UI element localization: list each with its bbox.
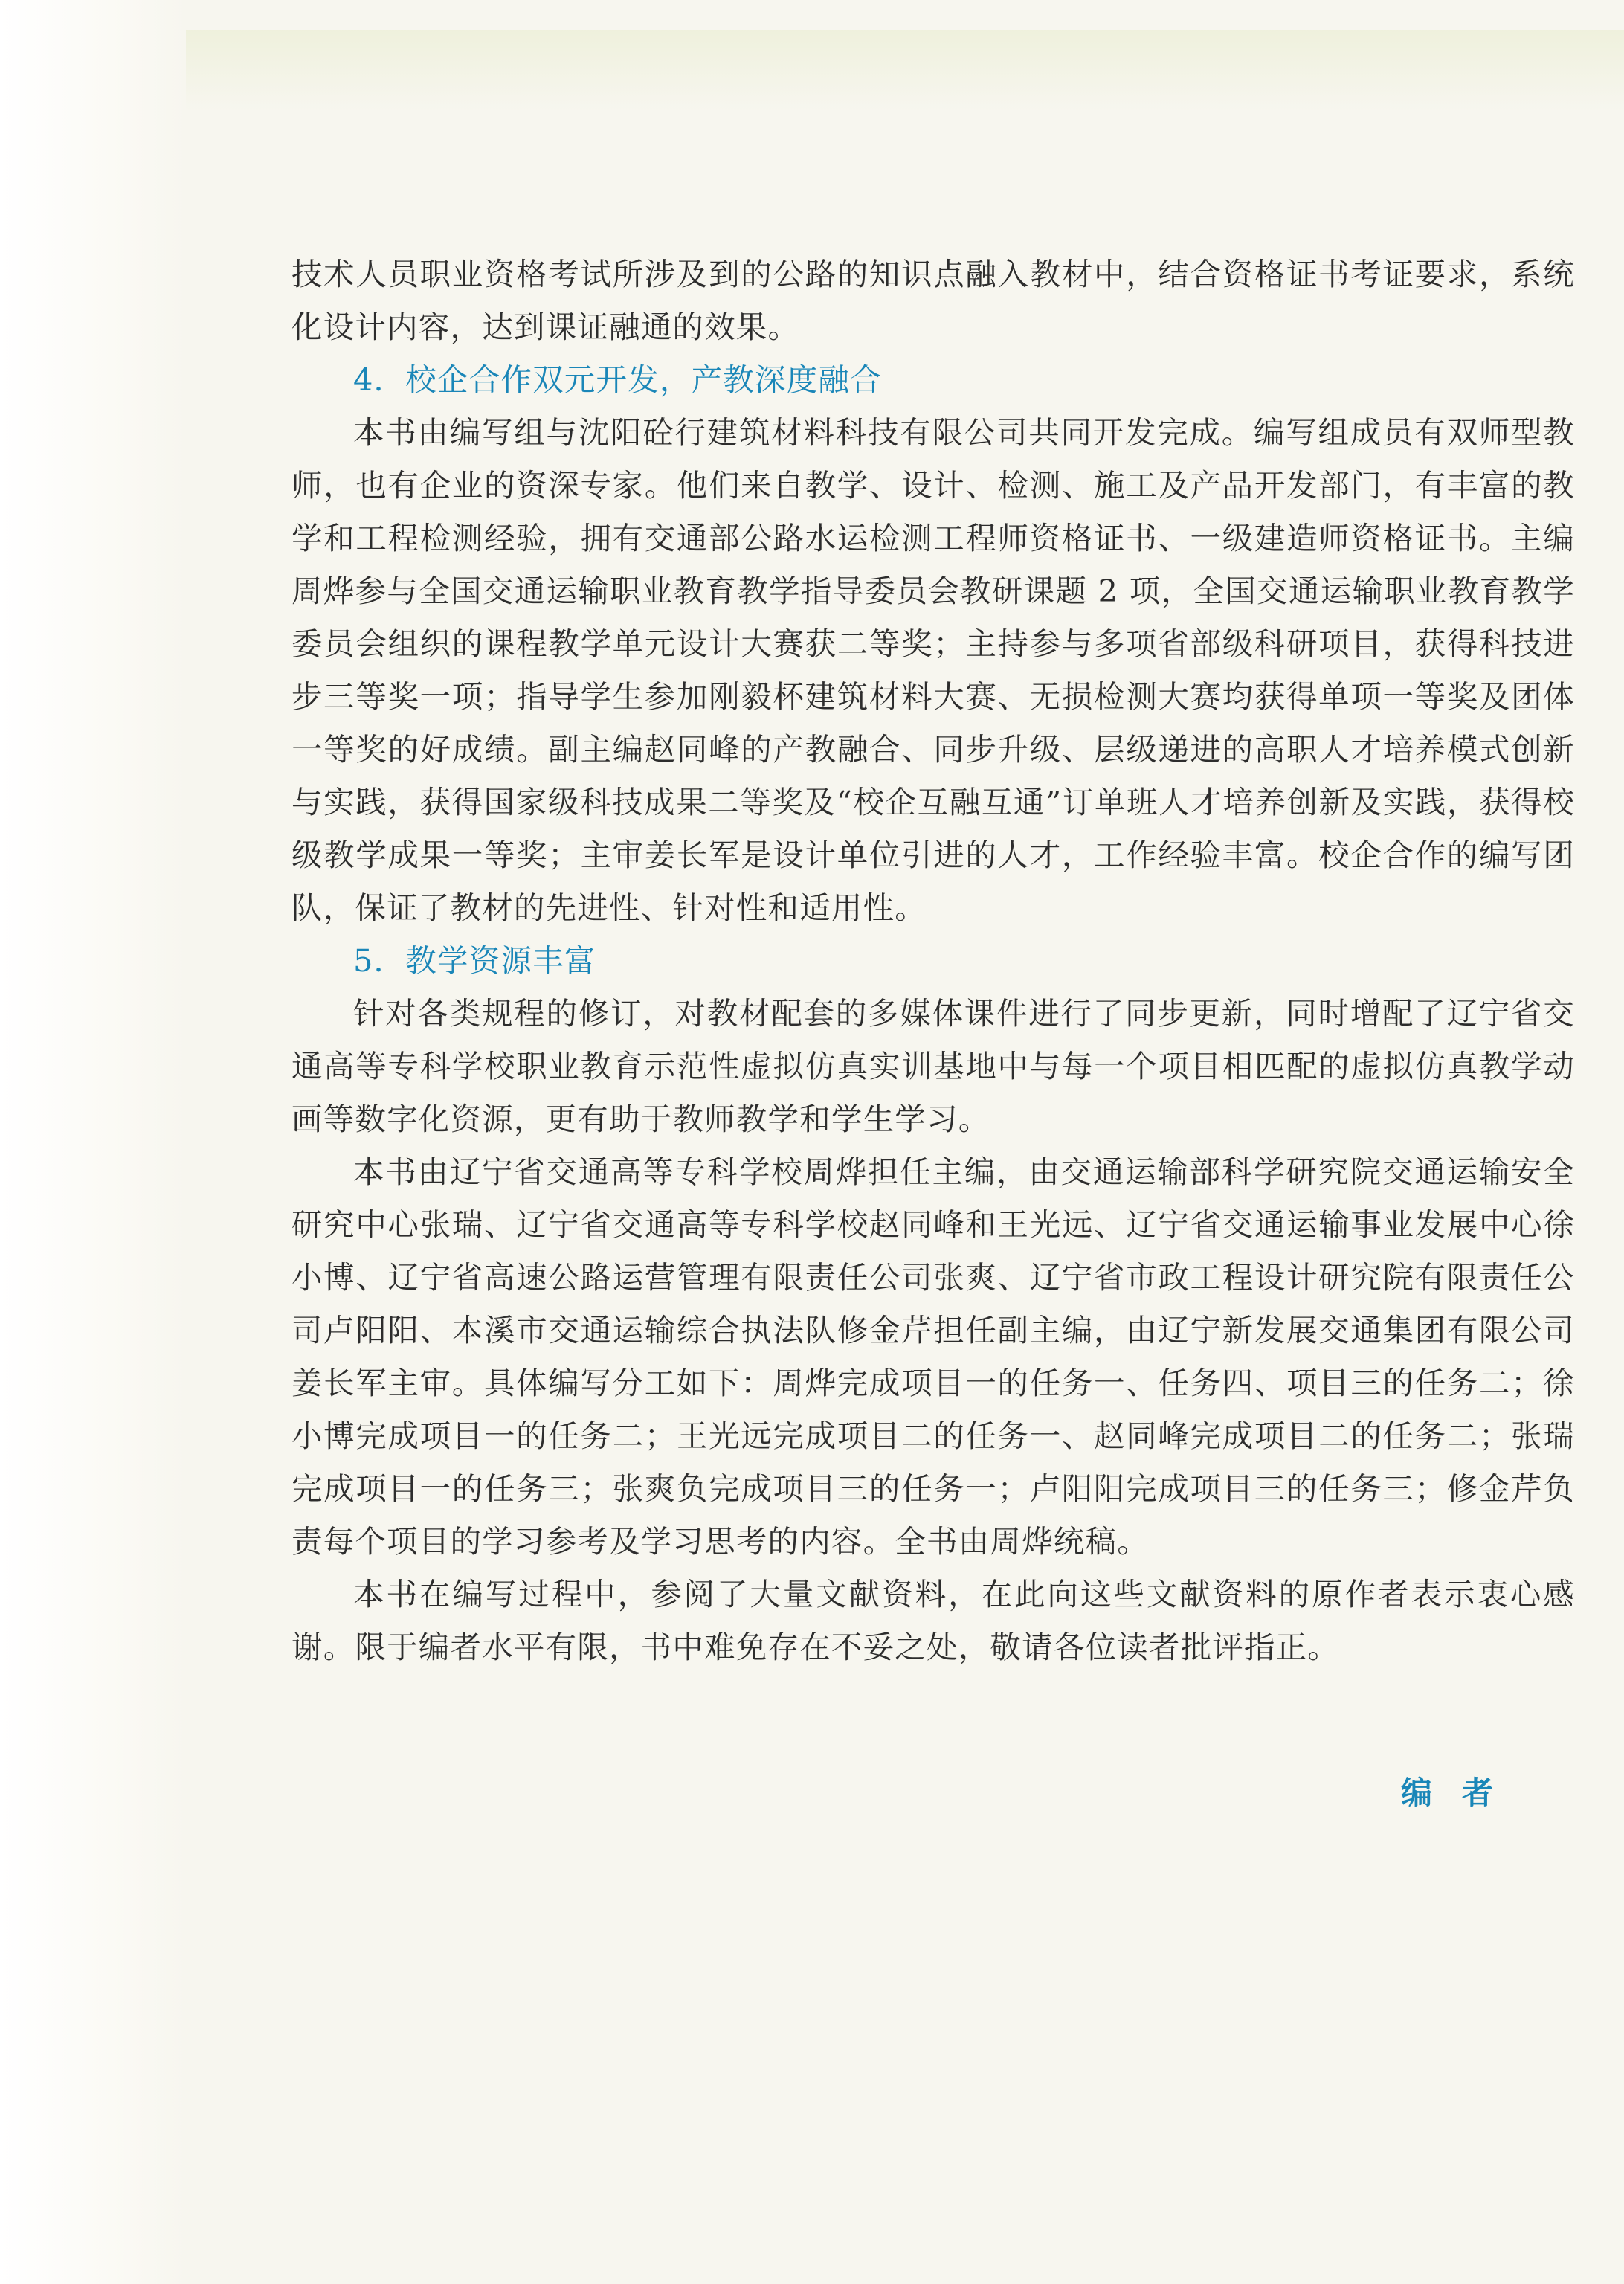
- section-heading-4: 4．校企合作双元开发，产教深度融合: [353, 361, 882, 398]
- authors-paragraph: 本书由辽宁省交通高等专科学校周烨担任主编，由交通运输部科学研究院交通运输安全研究中心张瑞、辽宁省交通高等专科学校赵同峰和王光远、辽宁省交通运输事业发展中心徐小博、辽宁省高速公路运营管理有限责任公司张爽、辽宁省市政工程设计研究院有限责任公司卢阳阳、本溪市交通运输综合执法队修金芹担任副主编，由辽宁新发展交通集团有限公司姜长军主审。具体编写分工如下：周烨完成项目一的任务一、任务四、项目三的任务二；徐小博完成项目一的任务二；王光远完成项目二的任务一、赵同峰完成项目二的任务二；张瑞完成项目一的任务三；张爽负完成项目三的任务一；卢阳阳完成项目三的任务三；修金芹负责每个项目的学习参考及学习思考的内容。全书由周烨统稿。: [291, 1154, 1575, 1560]
- preface-body: [291, 248, 1575, 1673]
- editor-signature: 编者: [1401, 1775, 1524, 1811]
- section-heading-5: 5．教学资源丰富: [353, 942, 596, 979]
- teaching-resources-paragraph: 针对各类规程的修订，对教材配套的多媒体课件进行了同步更新，同时增配了辽宁省交通高等专科学校职业教育示范性虚拟仿真实训基地中与每一个项目相匹配的虚拟仿真教学动画等数字化资源，更有助于教师教学和学生学习。: [291, 995, 1575, 1137]
- intro-continuation-paragraph: 技术人员职业资格考试所涉及到的公路的知识点融入教材中，结合资格证书考证要求，系统化设计内容，达到课证融通的效果。: [291, 256, 1575, 345]
- page-top-band: [186, 30, 1624, 112]
- school-enterprise-paragraph: 本书由编写组与沈阳砼行建筑材料科技有限公司共同开发完成。编写组成员有双师型教师，也有企业的资深专家。他们来自教学、设计、检测、施工及产品开发部门，有丰富的教学和工程检测经验，拥有交通部公路水运检测工程师资格证书、一级建造师资格证书。主编周烨参与全国交通运输职业教育教学指导委员会教研课题 2 项，全国交通运输职业教育教学委员会组织的课程教学单元设计大赛获二等奖；主持参与多项省部级科研项目，获得科技进步三等奖一项；指导学生参加刚毅杯建筑材料大赛、无损检测大赛均获得单项一等奖及团体一等奖的好成绩。副主编赵同峰的产教融合、同步升级、层级递进的高职人才培养模式创新与实践，获得国家级科技成果二等奖及“校企互融互通”订单班人才培养创新及实践，获得校级教学成果一等奖；主审姜长军是设计单位引进的人才，工作经验丰富。校企合作的编写团队，保证了教材的先进性、针对性和适用性。: [291, 414, 1575, 926]
- acknowledgement-paragraph: 本书在编写过程中，参阅了大量文献资料，在此向这些文献资料的原作者表示衷心感谢。限于编者水平有限，书中难免存在不妥之处，敬请各位读者批评指正。: [291, 1576, 1575, 1665]
